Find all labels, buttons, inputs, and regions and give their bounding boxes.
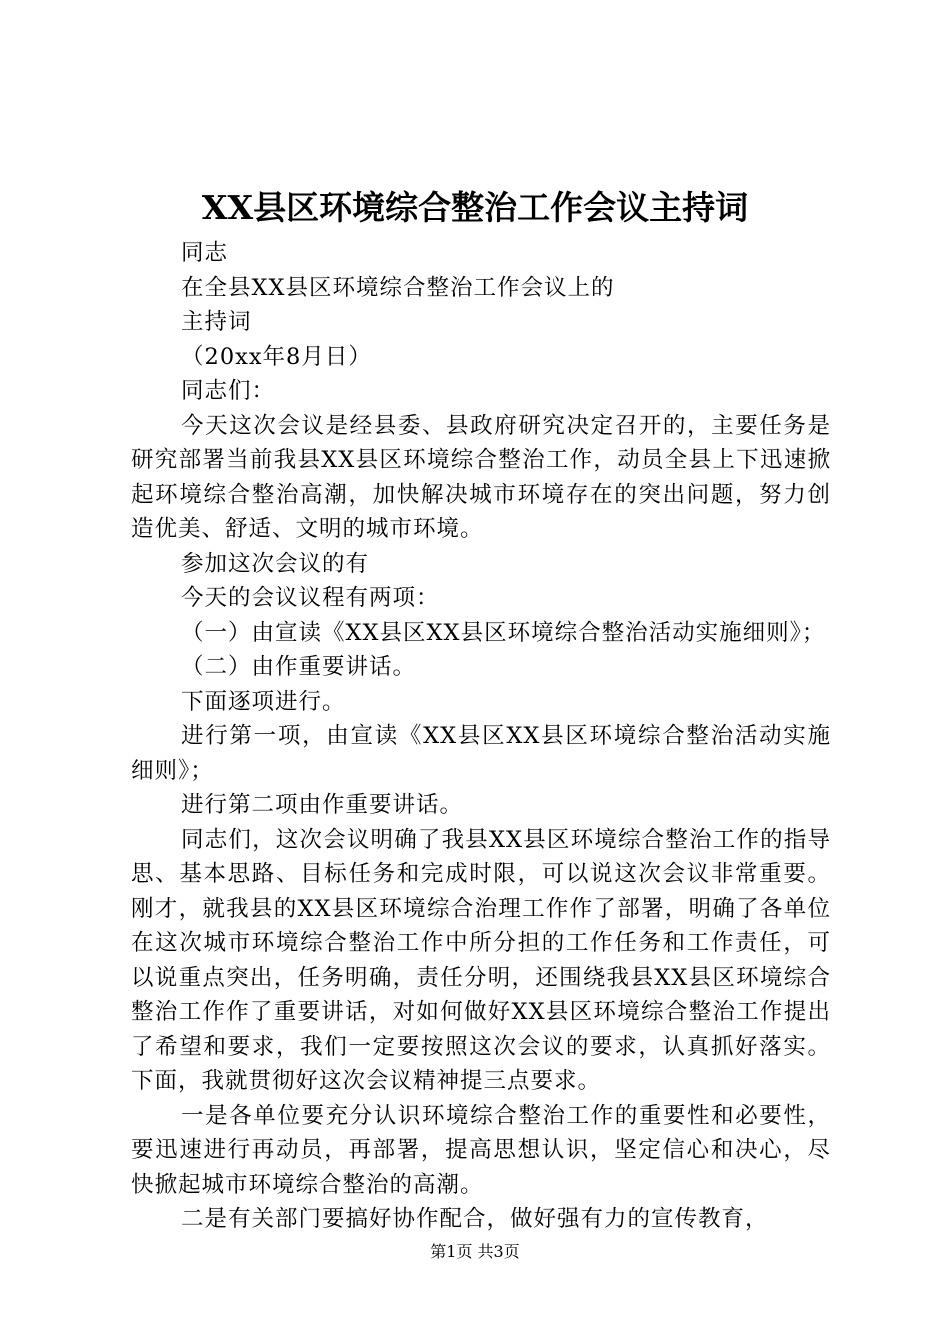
paragraph: 一是各单位要充分认识环境综合整治工作的重要性和必要性，要迅速进行再动员，再部署，提高思想认识，坚定信心和决心，尽快掀起城市环境综合整治的高潮。	[131, 1102, 831, 1198]
document-title: XX县区环境综合整治工作会议主持词	[201, 188, 749, 227]
paragraph: 同志们：	[181, 378, 276, 404]
paragraph: 主持词	[181, 309, 252, 335]
page-footer: 第1页 共3页	[430, 1242, 520, 1261]
paragraph: （二）由作重要讲话。	[181, 654, 417, 680]
paragraph: 同志	[181, 240, 229, 266]
paragraph: 二是有关部门要搞好协作配合，做好强有力的宣传教育，	[181, 1206, 769, 1232]
paragraph: （一）由宣读《XX县区XX县区环境综合整治活动实施细则》；	[181, 619, 826, 646]
paragraph: 今天这次会议是经县委、县政府研究决定召开的，主要任务是研究部署当前我县XX县区环境综合整治工作，动员全县上下迅速掀起环境综合整治高潮，加快解决城市环境存在的突出问题，努力创造优美、舒适、文明的城市环境。	[131, 412, 831, 542]
paragraph: 下面逐项进行。	[181, 688, 346, 715]
paragraph: 在全县XX县区环境综合整治工作会议上的	[181, 274, 615, 301]
document-body	[131, 236, 831, 1237]
paragraph: 参加这次会议的有	[181, 550, 370, 577]
paragraph: （20xx年8月日）	[181, 343, 372, 370]
paragraph: 进行第一项，由宣读《XX县区XX县区环境综合整治活动实施细则》；	[131, 723, 831, 784]
paragraph: 今天的会议议程有两项：	[181, 585, 440, 611]
paragraph: 进行第二项由作重要讲话。	[181, 792, 464, 818]
paragraph: 同志们，这次会议明确了我县XX县区环境综合整治工作的指导思、基本思路、目标任务和完成时限，可以说这次会议非常重要。刚才，就我县的XX县区环境综合治理工作作了部署，明确了各单位在这次城市环境综合整治工作中所分担的工作任务和工作责任，可以说重点突出，任务明确，责任分明，还围绕我县XX县区环境综合整治工作作了重要讲话，对如何做好XX县区环境综合整治工作提出了希望和要求，我们一定要按照这次会议的要求，认真抓好落实。下面，我就贯彻好这次会议精神提三点要求。	[131, 826, 831, 1094]
